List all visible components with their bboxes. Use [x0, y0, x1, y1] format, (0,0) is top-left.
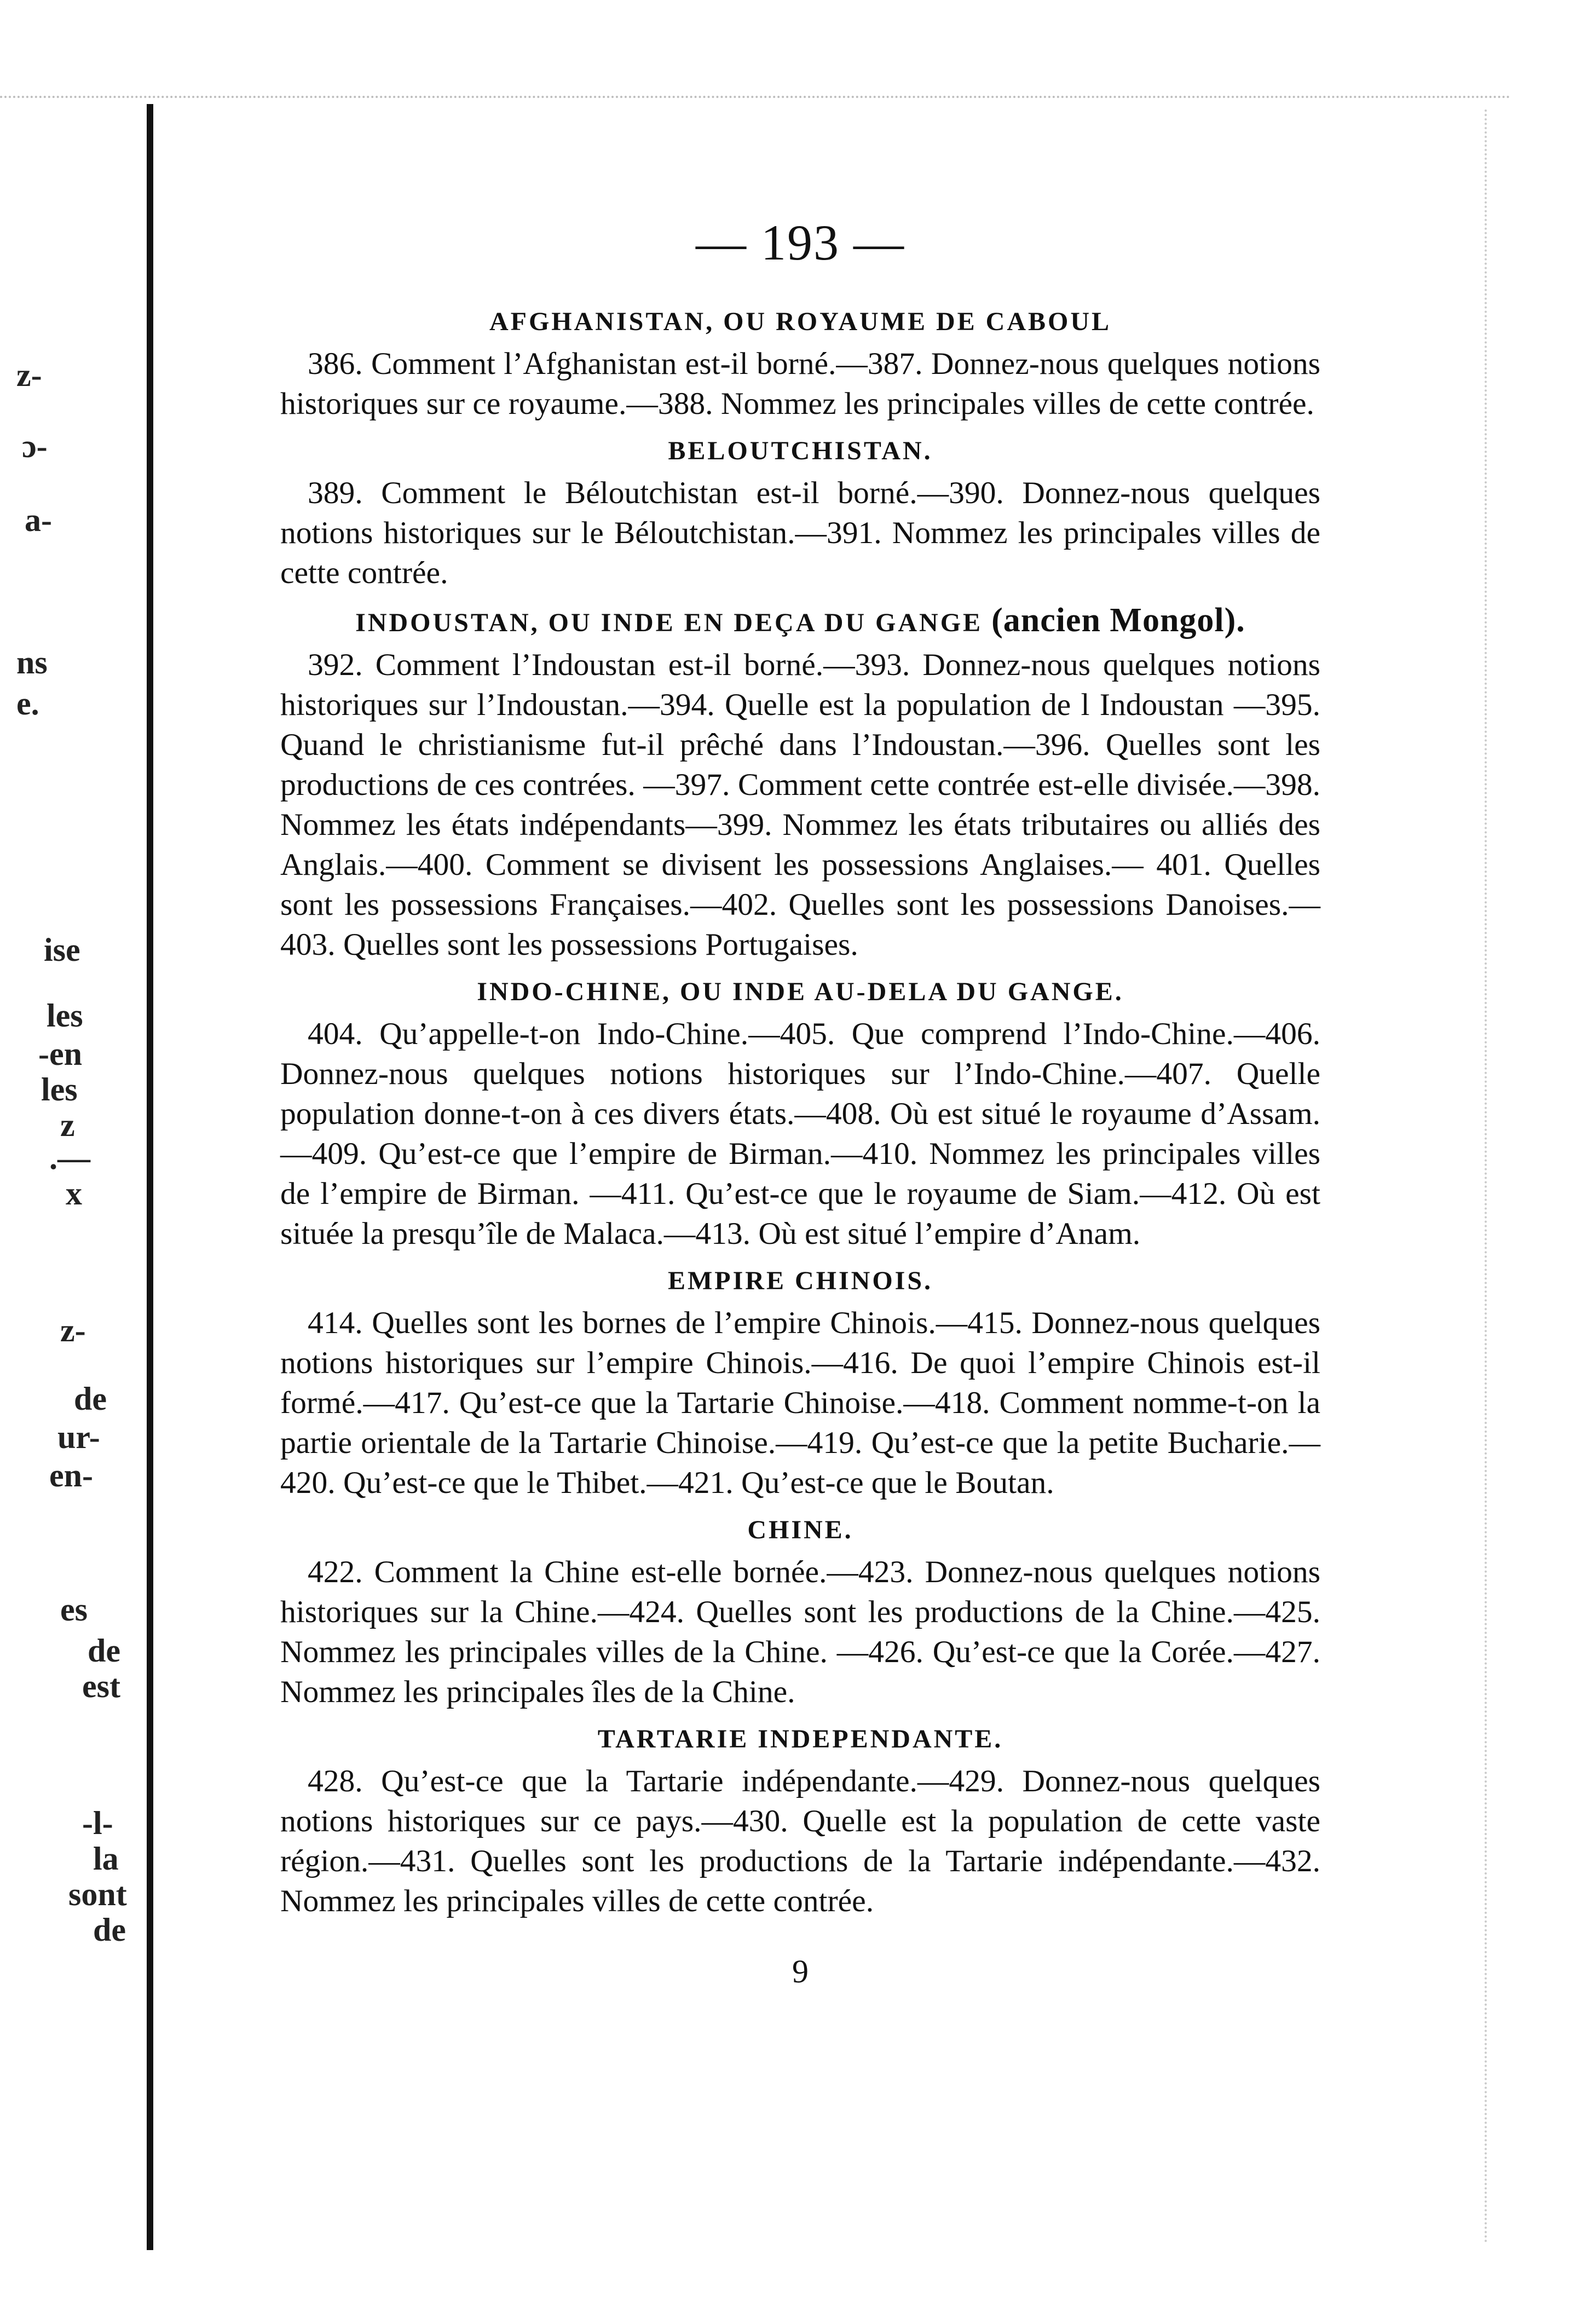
margin-fragment: es [60, 1591, 88, 1628]
margin-fragment: z- [60, 1312, 86, 1348]
section-heading-text: AFGHANISTAN, OU ROYAUME DE CABOUL [489, 307, 1112, 336]
section-heading-indo-chine [280, 974, 1320, 1010]
section-text-indo-chine: 404. Qu’appelle-t-on Indo-Chine.—405. Que comprend l’Indo-Chine.—406. Donnez-nous quelques notions historiques sur l’Indo-Chine.—407. Quelle population donne-t-on à ces divers états.—408. Où est situé le royaume d’Assam.—409. Qu’est-ce que l’empire de Birman.—410. Nommez les principales villes de l’empire de Birman. —411. Qu’est-ce que le royaume de Siam.—412. Où est située la presqu’île de Malaca.—413. Où est situé l’empire d’Anam. [280, 1017, 1320, 1251]
margin-fragment: e. [16, 685, 39, 722]
section-heading-beloutchistan [280, 434, 1320, 469]
page-number: — 193 — [696, 215, 905, 270]
section-heading-text: INDO-CHINE, OU INDE AU-DELA DU GANGE. [477, 977, 1124, 1006]
section-heading-tartarie [280, 1722, 1320, 1757]
margin-fragment: .— [49, 1140, 90, 1176]
margin-fragment: z [60, 1107, 75, 1143]
margin-fragment: ur- [57, 1419, 100, 1455]
page-content [280, 214, 1320, 1991]
binding-gutter [147, 104, 153, 2250]
margin-fragment: sont [68, 1876, 127, 1912]
section-heading-text: BELOUTCHISTAN. [668, 436, 933, 465]
margin-fragment: de [88, 1633, 120, 1669]
section-text-afghanistan: 386. Comment l’Afghanistan est-il borné.—387. Donnez-nous quelques notions historiques sur ce royaume.—388. Nommez les principales villes de cette contrée. [280, 347, 1320, 421]
margin-fragment: de [93, 1912, 126, 1948]
section-text-tartarie: 428. Qu’est-ce que la Tartarie indépendante.—429. Donnez-nous quelques notions historiques sur ce pays.—430. Quelle est la population de cette vaste région.—431. Quelles sont les productions de la Tartarie indépendante.—432. Nommez les principales villes de cette contrée. [280, 1764, 1320, 1918]
section-heading-indoustan [280, 603, 1320, 641]
margin-fragment: -en [38, 1036, 82, 1072]
margin-fragment: de [74, 1381, 107, 1417]
section-heading-afghanistan [280, 304, 1320, 339]
section-heading-text: INDOUSTAN, OU INDE EN DEÇA DU GANGE [355, 608, 983, 637]
margin-fragment: x [66, 1175, 82, 1212]
margin-fragment: en- [49, 1457, 93, 1493]
margin-fragment: ns [16, 644, 48, 681]
section-heading-text: TARTARIE INDEPENDANTE. [597, 1725, 1003, 1754]
margin-fragment: est [82, 1668, 120, 1704]
margin-fragment: z- [16, 357, 42, 393]
section-heading-text: EMPIRE CHINOIS. [667, 1266, 933, 1295]
margin-fragment: -l- [82, 1805, 113, 1841]
section-heading-chine [280, 1513, 1320, 1548]
section-heading-empire-chinois [280, 1264, 1320, 1299]
margin-fragment: a- [25, 502, 52, 538]
margin-fragment: ise [44, 932, 80, 968]
section-text-empire-chinois: 414. Quelles sont les bornes de l’empire Chinois.—415. Donnez-nous quelques notions historiques sur l’empire Chinois.—416. De quoi l’empire Chinois est-il formé.—417. Qu’est-ce que la Tartarie Chinoise.—418. Comment nomme-t-on la partie orientale de la Tartarie Chinoise.—419. Qu’est-ce que la petite Bucharie.—420. Qu’est-ce que le Thibet.—421. Qu’est-ce que le Boutan. [280, 1306, 1320, 1500]
top-edge-line [0, 96, 1511, 100]
margin-fragment: la [93, 1841, 119, 1877]
right-edge-line [1485, 109, 1487, 2245]
section-text-chine: 422. Comment la Chine est-elle bornée.—423. Donnez-nous quelques notions historiques sur la Chine.—424. Quelles sont les productions de la Chine.—425. Nommez les principales villes de la Chine. —426. Qu’est-ce que la Corée.—427. Nommez les principales îles de la Chine. [280, 1555, 1320, 1709]
section-text-beloutchistan: 389. Comment le Béloutchistan est-il borné.—390. Donnez-nous quelques notions historiques sur le Béloutchistan.—391. Nommez les principales villes de cette contrée. [280, 476, 1320, 590]
signature-mark: 9 [792, 1953, 809, 1989]
section-text-indoustan: 392. Comment l’Indoustan est-il borné.—393. Donnez-nous quelques notions historiques sur l’Indoustan.—394. Quelle est la population de l Indoustan —395. Quand le christianisme fut-il prêché dans l’Indoustan.—396. Quelles sont les productions de ces contrées. —397. Comment cette contrée est-elle divisée.—398. Nommez les états indépendants—399. Nommez les états tributaires ou alliés des Anglais.—400. Comment se divisent les possessions Anglaises.— 401. Quelles sont les possessions Françaises.—402. Quelles sont les possessions Danoises.—403. Quelles sont les possessions Portugaises. [280, 648, 1320, 962]
section-heading-text: CHINE. [747, 1515, 853, 1544]
margin-fragment: les [47, 997, 83, 1034]
margin-fragment: ɔ- [22, 428, 48, 464]
section-heading-tail: (ancien Mongol). [991, 602, 1245, 639]
margin-fragment: les [41, 1071, 78, 1108]
